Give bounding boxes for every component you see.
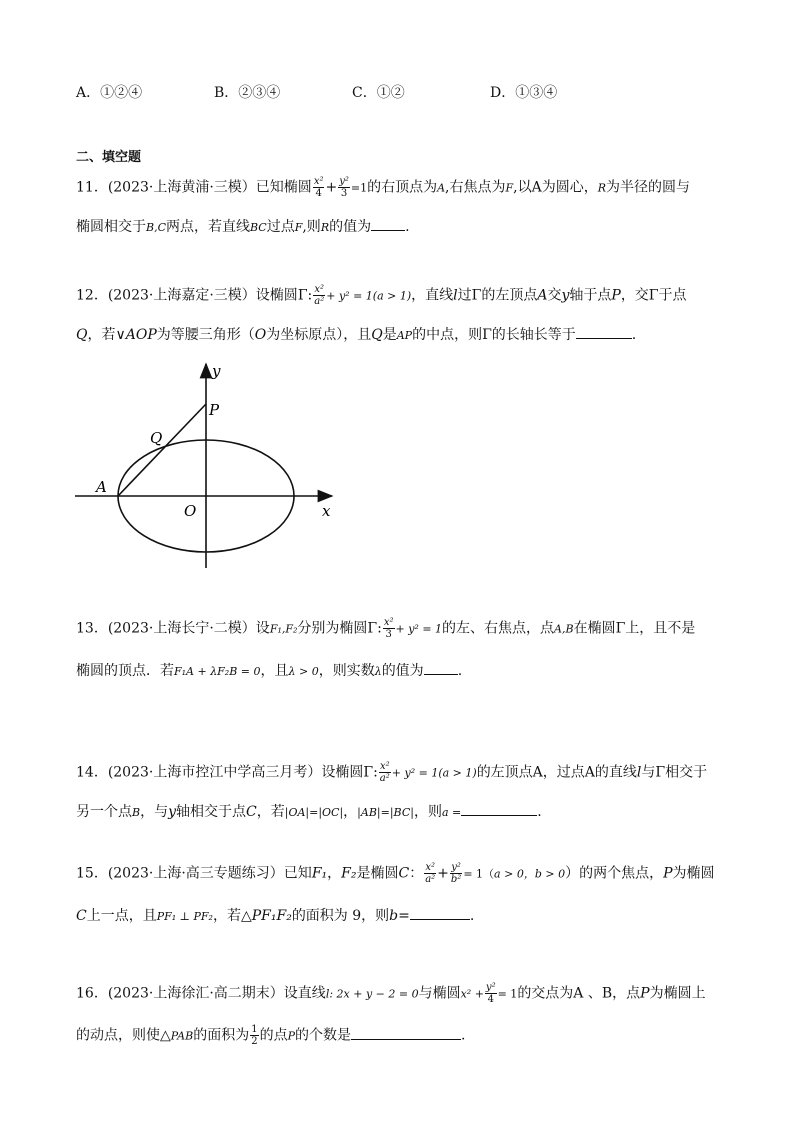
q11-line1	[76, 176, 726, 199]
math-var: F	[505, 181, 514, 195]
text: 的面积为 9，则	[291, 908, 390, 924]
frac-den: 2	[251, 1036, 258, 1047]
math-var: P	[663, 865, 673, 882]
math-var: Γ:	[367, 620, 382, 637]
frac-den: 3	[340, 188, 348, 199]
text: 过Γ的左顶点	[457, 287, 538, 304]
text: 与椭圆	[418, 985, 461, 1002]
math-var: y	[561, 287, 570, 304]
math-var: F₂	[341, 865, 357, 882]
math-var: |AB|=|BC|	[357, 806, 414, 819]
math-var: O	[254, 327, 267, 343]
ellipse-figure	[70, 358, 350, 573]
answer-blank[interactable]	[461, 801, 537, 816]
frac-num: x²	[314, 284, 325, 295]
choice-value: ②③④	[238, 85, 281, 101]
q11-prefix: 11．(2023·上海黄浦·三模）已知椭圆	[76, 179, 312, 196]
equation-rhs: + y² = 1(a > 1)	[326, 289, 412, 303]
math-var: P	[287, 1029, 295, 1043]
math-var: PAB	[170, 1029, 194, 1043]
point-O-label: O	[184, 502, 197, 520]
text: 是椭圆	[356, 865, 399, 882]
answer-blank[interactable]	[576, 324, 632, 339]
period: .	[460, 1027, 466, 1044]
choice-letter: A．	[76, 85, 101, 101]
math-var: BC	[250, 221, 267, 234]
q11-frac1	[313, 176, 325, 199]
q16-prefix: 16．(2023·上海徐汇·高二期末）设直线	[76, 985, 326, 1002]
math-var: |OA|=|OC|	[284, 806, 344, 819]
frac-den: b²	[450, 874, 462, 885]
math-var: B	[132, 806, 141, 819]
line-AP	[118, 404, 206, 496]
text: 与Γ相交于	[641, 764, 708, 781]
q11-frac2	[338, 176, 350, 199]
math-var: P	[611, 287, 621, 304]
text: ,右焦点为	[445, 179, 506, 196]
math-var: C	[398, 865, 410, 882]
math-var: y	[168, 804, 177, 820]
text: ，若	[256, 804, 285, 820]
text: 为半径的圆与	[606, 179, 690, 196]
text: 的中点，则Γ的长轴长等于	[412, 327, 576, 343]
text: 椭圆相交于	[76, 219, 146, 235]
q15-line1	[76, 862, 726, 885]
text: 为坐标原点），且	[266, 327, 372, 343]
text: ：	[409, 865, 424, 882]
q15-frac1	[424, 862, 436, 885]
math-var: λ	[374, 665, 382, 678]
text: ，	[343, 804, 358, 820]
period: .	[469, 908, 475, 924]
text: 的面积为	[193, 1027, 250, 1044]
choice-letter: D．	[490, 85, 516, 101]
frac-num: x²	[425, 862, 435, 873]
answer-blank[interactable]	[351, 1025, 461, 1040]
equation-rhs: = 1（	[463, 867, 495, 881]
q15-frac2	[450, 862, 462, 885]
text: ，	[327, 865, 342, 882]
text: =	[398, 908, 410, 924]
text: 在椭圆Γ上，且不是	[573, 620, 696, 637]
math-var: b	[389, 908, 399, 924]
text: 的动点，则使△	[76, 1027, 171, 1044]
math-var: l	[636, 764, 642, 781]
text: ,则	[302, 219, 321, 235]
math-var: R	[320, 221, 330, 234]
math-var: l	[453, 287, 458, 304]
text: 的交点为A 、B，点	[517, 985, 641, 1002]
text: ，且	[260, 663, 289, 679]
text: 为椭圆	[672, 865, 715, 882]
q14-line2	[76, 801, 726, 823]
text: ，与	[140, 804, 169, 820]
math-var: C	[246, 804, 257, 820]
math-var: F₁,F₂	[269, 622, 298, 636]
x-axis-label: x	[322, 502, 331, 520]
equation: : 2x + y − 2 = 0	[329, 987, 419, 1001]
q12-frac	[313, 284, 325, 307]
text: 的右顶点为	[367, 179, 438, 196]
answer-blank[interactable]	[424, 660, 458, 675]
text: ，若△	[212, 908, 252, 924]
math-var: x² +	[460, 987, 484, 1001]
q12-prefix: 12．(2023·上海嘉定·三模）设椭圆	[76, 287, 298, 304]
text: ，交Γ于点	[620, 287, 687, 304]
frac-num: x²	[383, 617, 394, 628]
text: ，若∨	[87, 327, 126, 343]
plus-sign: +	[437, 865, 449, 882]
q13-frac	[383, 617, 395, 640]
q16-frac	[485, 982, 497, 1005]
frac-num: x²	[379, 761, 390, 772]
choice-b[interactable]	[214, 82, 280, 102]
choice-c[interactable]	[352, 82, 405, 102]
q15-line2	[76, 905, 726, 927]
text: 的值为	[381, 663, 424, 679]
q11-line2	[76, 216, 726, 238]
equation-rhs: + y² = 1	[395, 622, 443, 636]
period: .	[537, 804, 542, 820]
text: ，直线	[411, 287, 454, 304]
math-var: C	[76, 908, 87, 924]
q15-prefix: 15．(2023·上海·高三专题练习）已知	[76, 865, 312, 882]
math-var: P	[640, 985, 650, 1002]
q14-prefix: 14．(2023·上海市控江中学高三月考）设椭圆	[76, 764, 364, 781]
frac-den: 3	[385, 629, 392, 640]
frac-num: y²	[451, 862, 461, 873]
section-title: 二、填空题	[76, 150, 142, 165]
frac-den: a²	[314, 296, 325, 307]
period: .	[405, 219, 410, 235]
math-var: l	[325, 987, 330, 1001]
text: 为等腰三角形（	[156, 327, 255, 343]
text: 交	[547, 287, 562, 304]
q13-line2	[76, 660, 726, 682]
text: 的左顶点A，过点A的直线	[476, 764, 637, 781]
equation-rhs: + y² = 1(a > 1)	[391, 766, 477, 780]
choice-d[interactable]	[490, 82, 557, 102]
q14-frac	[379, 761, 391, 784]
text: ,以A为圆心，	[513, 179, 598, 196]
choice-letter: B．	[214, 85, 239, 101]
math-var: PF₁ ⊥ PF₂	[156, 910, 213, 923]
text: 的个数是	[294, 1027, 351, 1044]
text: 轴相交于点	[176, 804, 247, 820]
math-var: A,B	[554, 622, 574, 636]
frac-num: y²	[485, 982, 496, 993]
q16-line1	[76, 982, 726, 1005]
math-var: λ > 0	[288, 665, 319, 678]
choice-value: ①②④	[100, 85, 143, 101]
text: 的点	[259, 1027, 288, 1044]
plus-sign: +	[325, 179, 338, 196]
q16-line2	[76, 1024, 726, 1047]
text: 椭圆的顶点．若	[76, 663, 174, 679]
text: 是	[382, 327, 397, 343]
text: 的值为	[329, 219, 372, 235]
math-var: AOP	[125, 327, 157, 343]
text: 两点，若直线	[166, 219, 250, 235]
text: 过点	[266, 219, 295, 235]
math-var: R	[597, 181, 606, 195]
frac-den: a²	[379, 773, 390, 784]
choice-letter: C．	[352, 85, 377, 101]
period: .	[457, 663, 463, 679]
q13-prefix: 13．(2023·上海长宁·二模）设	[76, 620, 270, 637]
equation-rhs: =1	[350, 181, 368, 195]
math-var: A	[537, 287, 548, 304]
math-var: a > 0，b > 0	[494, 867, 566, 881]
text: 轴于点	[569, 287, 612, 304]
math-var: F	[294, 221, 303, 234]
q13-line1	[76, 617, 726, 640]
frac-den: 4	[487, 994, 494, 1005]
period: .	[631, 327, 637, 343]
equation-rhs: = 1	[497, 987, 518, 1001]
answer-blank[interactable]	[410, 905, 470, 920]
math-var: F₁	[311, 865, 328, 882]
choice-value: ①③④	[515, 85, 558, 101]
math-var: B,C	[146, 221, 166, 234]
vector-equation: F₁A + λF₂B = 0	[174, 665, 261, 678]
point-P-label: P	[209, 401, 220, 419]
math-var: Q	[76, 327, 88, 343]
point-Q-label: Q	[150, 429, 163, 447]
choice-a[interactable]	[76, 82, 142, 102]
answer-blank[interactable]	[371, 216, 405, 231]
math-var: PF₁F₂	[251, 908, 292, 924]
text: 的左、右焦点，点	[442, 620, 555, 637]
text: 上一点，且	[86, 908, 157, 924]
frac-den: 4	[315, 188, 322, 199]
frac-den: a²	[425, 874, 436, 885]
text: 分别为椭圆	[297, 620, 368, 637]
q12-line2	[76, 324, 726, 346]
q16-half	[250, 1024, 258, 1047]
math-var: a =	[441, 806, 462, 819]
q12-line1	[76, 284, 726, 307]
text: ，则实数	[318, 663, 375, 679]
math-var: A	[437, 181, 446, 195]
frac-num: x²	[313, 176, 324, 187]
choice-value: ①②	[376, 85, 405, 101]
math-var: Q	[371, 327, 383, 343]
math-var: Γ:	[297, 287, 313, 304]
y-axis-label: y	[212, 362, 221, 380]
text: 另一个点	[76, 804, 132, 820]
frac-num: y²	[339, 176, 349, 187]
frac-num: 1	[251, 1024, 258, 1035]
text: 为椭圆上	[649, 985, 706, 1002]
math-var: AP	[396, 329, 413, 342]
math-var: Γ:	[363, 764, 378, 781]
point-A-label: A	[96, 478, 107, 496]
text: ）的两个焦点，	[565, 865, 664, 882]
text: ，则	[413, 804, 442, 820]
q14-line1	[76, 761, 726, 784]
